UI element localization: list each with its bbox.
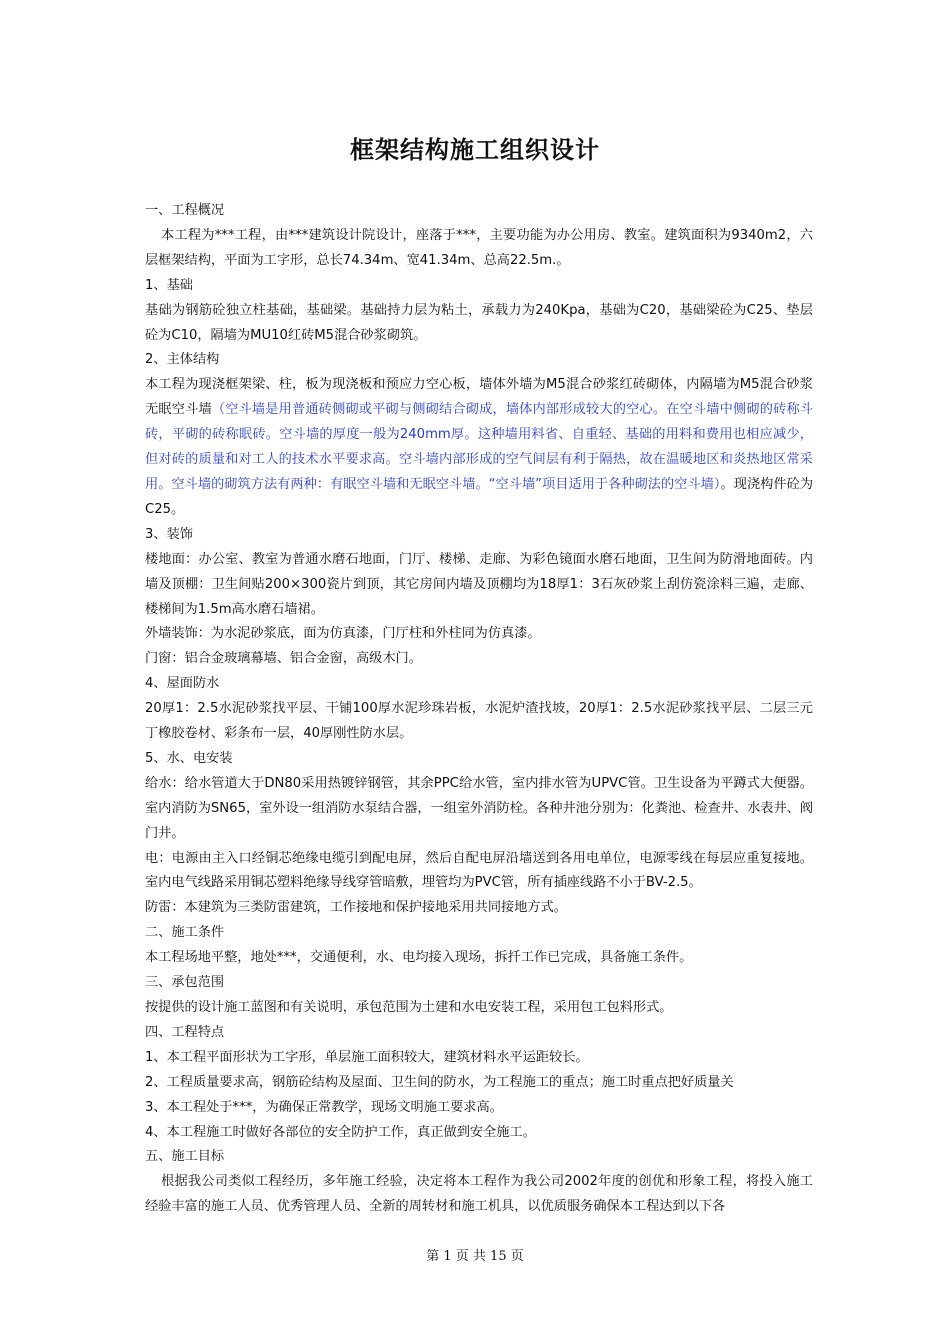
paragraph: 1、本工程平面形状为工字形，单层施工面积较大，建筑材料水平运距较长。 [145,1049,589,1065]
page-footer: 第 1 页 共 15 页 [426,1249,524,1264]
paragraph: 5、水、电安装 [145,750,233,766]
paragraph: 3、装饰 [145,526,193,542]
paragraph: 2、主体结构 [145,352,220,368]
paragraph: 20厚1：2.5水泥砂浆找平层、干铺100厚水泥珍珠岩板，水泥炉渣找坡，20厚1：2.5水泥砂浆找平层、二层三元丁橡胶卷材、彩条布一层，40厚刚性防水层。 [145,701,813,742]
paragraph [145,373,813,522]
paragraph: 基础为钢筋砼独立柱基础，基础梁。基础持力层为粘土，承载力为240Kpa，基础为C20，基础梁砼为C25、垫层砼为C10，隔墙为MU10红砖M5混合砂浆砌筑。 [145,302,813,343]
paragraph: 本工程场地平整，地处***，交通便利，水、电均接入现场，拆扦工作已完成，具备施工条件。 [145,950,693,966]
paragraph: 三、承包范围 [145,975,225,991]
paragraph: 4、本工程施工时做好各部位的安全防护工作，真正做到安全施工。 [145,1124,536,1140]
paragraph: 一、工程概况 [145,203,225,218]
paragraph: 防雷：本建筑为三类防雷建筑，工作接地和保护接地采用共同接地方式。 [145,900,567,916]
paragraph: 五、施工目标 [145,1149,225,1165]
paragraph-text: 本工程为现浇框架梁、柱，板为现浇板和预应力空心板，墙体外墙为M5混合砂浆红砖砌体，内隔墙为M5混合砂浆无眠空斗墙 [145,377,813,418]
paragraph: 给水：给水管道大于DN80采用热镀锌钢管，其余PPC给水管，室内排水管为UPVC管。卫生设备为平蹲式大便器。室内消防为SN65，室外设一组消防水泵结合器，一组室外消防栓。各种井池分别为：化粪池、检查井、水表井、阀门井。 [145,775,814,841]
paragraph: 根据我公司类似工程经历，多年施工经验，决定将本工程作为我公司2002年度的创优和形象工程，将投入施工经验丰富的施工人员、优秀管理人员、全新的周转材和施工机具，以优质服务确保本工程达到以下各 [145,1174,813,1215]
paragraph-text: 。现浇构件砼为C25。 [145,476,814,517]
paragraph: 2、工程质量要求高，钢筋砼结构及屋面、卫生间的防水，为工程施工的重点；施工时重点把好质量关 [145,1074,734,1090]
explanatory-note: （空斗墙是用普通砖侧砌或平砌与侧砌结合砌成，墙体内部形成较大的空心。在空斗墙中侧砌的砖称斗砖，平砌的砖称眠砖。空斗墙的厚度一般为240mm厚。这种墙用料省、自重轻、基础的用料和费用也相应减少，但对砖的质量和对工人的技术水平要求高。空斗墙内部形成的空气间层有利于隔热，故在温暖地区和炎热地区常采用。空斗墙的砌筑方法有两种：有眠空斗墙和无眠空斗墙。“空斗墙”项目适用于各种砌法的空斗墙） [145,402,814,492]
paragraph: 外墙装饰：为水泥砂浆底，面为仿真漆，门厅柱和外柱同为仿真漆。 [145,626,541,642]
paragraph: 1、基础 [145,277,193,293]
paragraph: 本工程为***工程，由***建筑设计院设计，座落于***，主要功能为办公用房、教室。建筑面积为9340m2，六层框架结构，平面为工字形，总长74.34m、宽41.34m、总高22.5m.。 [145,227,813,268]
paragraph: 二、施工条件 [145,925,225,941]
paragraph: 门窗：铝合金玻璃幕墙、铝合金窗，高级木门。 [145,651,422,667]
document-title: 框架结构施工组织设计 [350,136,600,164]
paragraph: 按提供的设计施工蓝图和有关说明，承包范围为土建和水电安装工程，采用包工包料形式。 [145,1000,673,1015]
paragraph: 3、本工程处于***，为确保正常教学，现场文明施工要求高。 [145,1099,503,1115]
paragraph: 四、工程特点 [145,1024,225,1040]
paragraph: 楼地面：办公室、教室为普通水磨石地面，门厅、楼梯、走廊、为彩色镜面水磨石地面，卫生间为防滑地面砖。内墙及顶棚：卫生间贴200×300瓷片到顶，其它房间内墙及顶棚均为18厚1：3石灰砂浆上刮仿瓷涂料三遍，走廊、楼梯间为1.5m高水磨石墙裙。 [145,551,813,617]
paragraph: 4、屋面防水 [145,676,220,692]
document-body [145,199,813,1220]
paragraph: 电：电源由主入口经铜芯绝缘电缆引到配电屏，然后自配电屏沿墙送到各用电单位，电源零线在每层应重复接地。室内电气线路采用铜芯塑料绝缘导线穿管暗敷，埋管均为PVC管，所有插座线路不小于BV-2.5。 [145,850,813,891]
